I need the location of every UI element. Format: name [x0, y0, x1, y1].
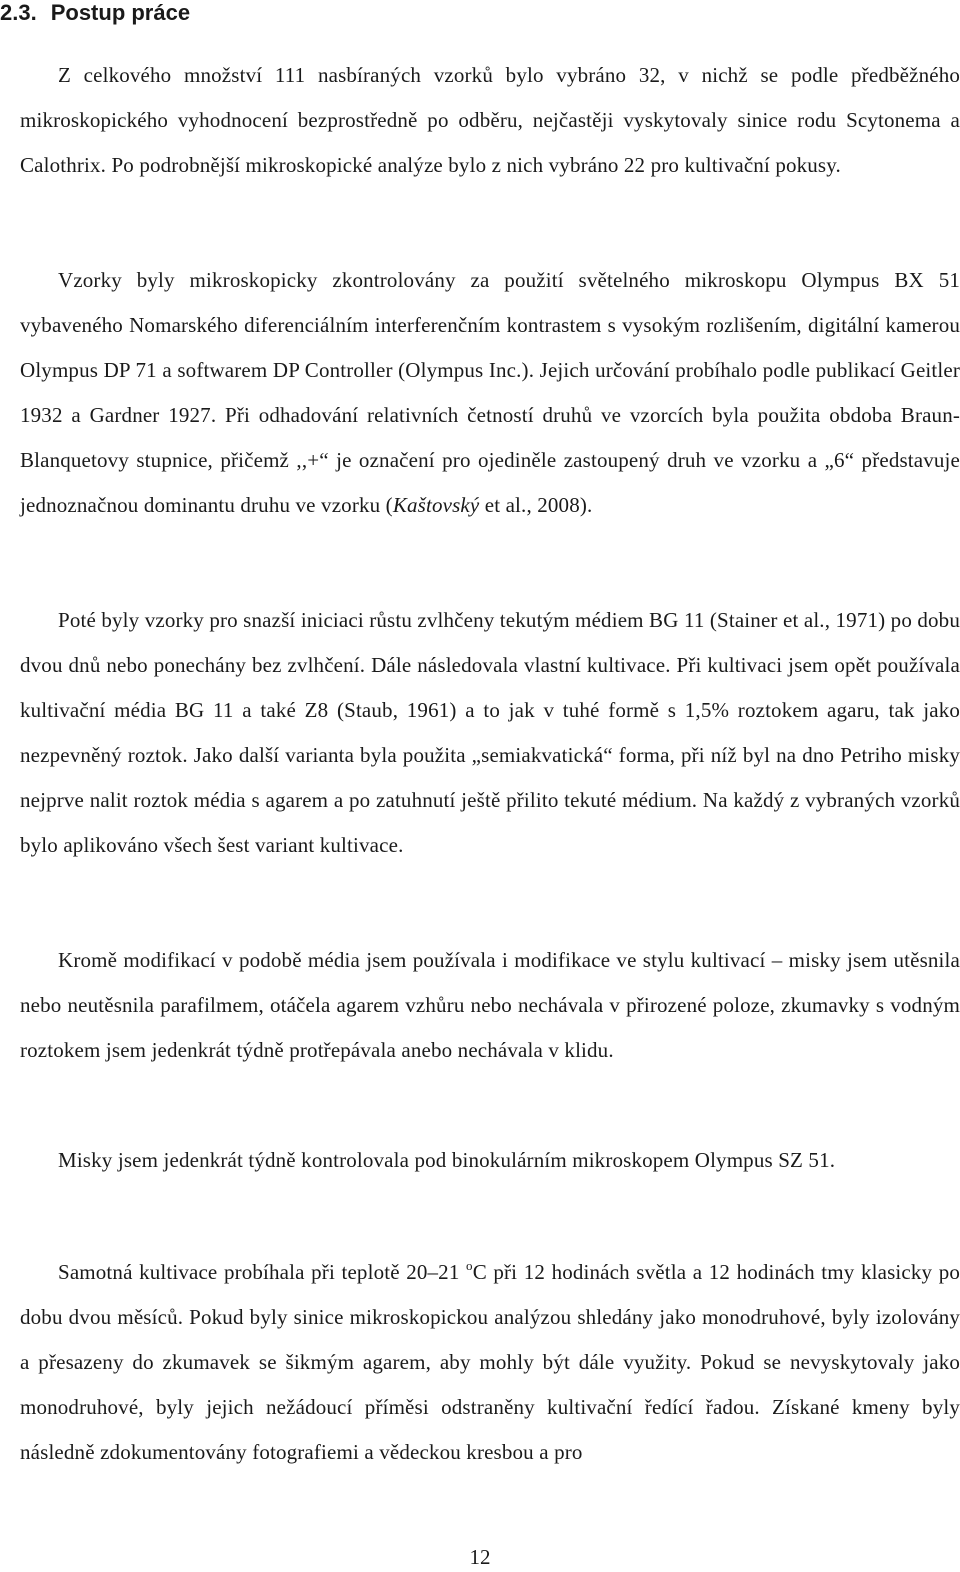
paragraph-6: [20, 1250, 960, 1475]
section-number: 2.3.: [0, 0, 37, 25]
paragraph-3: Poté byly vzorky pro snazší iniciaci růstu zvlhčeny tekutým médiem BG 11 (Stainer et al., 1971) po dobu dvou dnů nebo ponechány bez zvlhčení. Dále následovala vlastní kultivace. Při kultivaci jsem opět používala kultivační média BG 11 a také Z8 (Staub, 1961) a to jak v tuhé formě s 1,5% roztokem agaru, tak jako nezpevněný roztok. Jako další varianta byla použita „semiakvatická“ forma, při níž byl na dno Petriho misky nejprve nalit roztok média s agarem a po zatuhnutí ještě přilito tekuté médium. Na každý z vybraných vzorků bylo aplikováno všech šest variant kultivace.: [20, 608, 960, 857]
page-number: 12: [469, 1545, 491, 1569]
paragraph-6-text: Samotná kultivace probíhala při teplotě 20–21: [58, 1260, 467, 1284]
paragraph-2-text: Vzorky byly mikroskopicky zkontrolovány za použití světelného mikroskopu Olympus BX 51 vybaveného Nomarského diferenciálním interferenčním kontrastem s vysokým rozlišením, digitální kamerou Olympus DP 71 a softwarem DP Controller (Olympus Inc.). Jejich určování probíhalo podle publikací Geitler 1932 a Gardner 1927. Při odhadování relativních četností druhů ve vzorcích byla použita obdoba Braun-Blanquetovy stupnice, přičemž ,,+“ je označení pro ojediněle zastoupený druh ve vzorku a „6“ představuje jednoznačnou dominantu druhu ve vzorku (: [20, 268, 960, 517]
section-title: Postup práce: [50, 0, 191, 25]
citation-author: Kaštovský: [392, 493, 480, 517]
section-heading: [0, 0, 190, 28]
paragraph-1: Z celkového množství 111 nasbíraných vzorků bylo vybráno 32, v nichž se podle předběžného mikroskopického vyhodnocení bezprostředně po odběru, nejčastěji vyskytovaly sinice rodu Scytonema a Calothrix. Po podrobnější mikroskopické analýze bylo z nich vybráno 22 pro kultivační pokusy.: [20, 63, 960, 177]
paragraph-2: [20, 258, 960, 528]
degree-superscript: o: [466, 1258, 473, 1273]
paragraph-6-tail: C při 12 hodinách světla a 12 hodinách tmy klasicky po dobu dvou měsíců. Pokud byly sinice mikroskopickou analýzou shledány jako monodruhové, byly izolovány a přesazeny do zkumavek se šikmým agarem, aby mohly být dále využity. Pokud se nevyskytovaly jako monodruhové, byly jejich nežádoucí příměsi odstraněny kultivační ředící řadou. Získané kmeny byly následně zdokumentovány fotografiemi a vědeckou kresbou a pro: [20, 1260, 960, 1464]
paragraph-4: Kromě modifikací v podobě média jsem používala i modifikace ve stylu kultivací – misky jsem utěsnila nebo neutěsnila parafilmem, otáčela agarem vzhůru nebo nechávala v přirozené poloze, zkumavky s vodným roztokem jsem jedenkrát týdně protřepávala anebo nechávala v klidu.: [20, 948, 960, 1062]
paragraph-2-tail: et al., 2008).: [479, 493, 593, 517]
paragraph-5: Misky jsem jedenkrát týdně kontrolovala pod binokulárním mikroskopem Olympus SZ 51.: [58, 1148, 836, 1172]
